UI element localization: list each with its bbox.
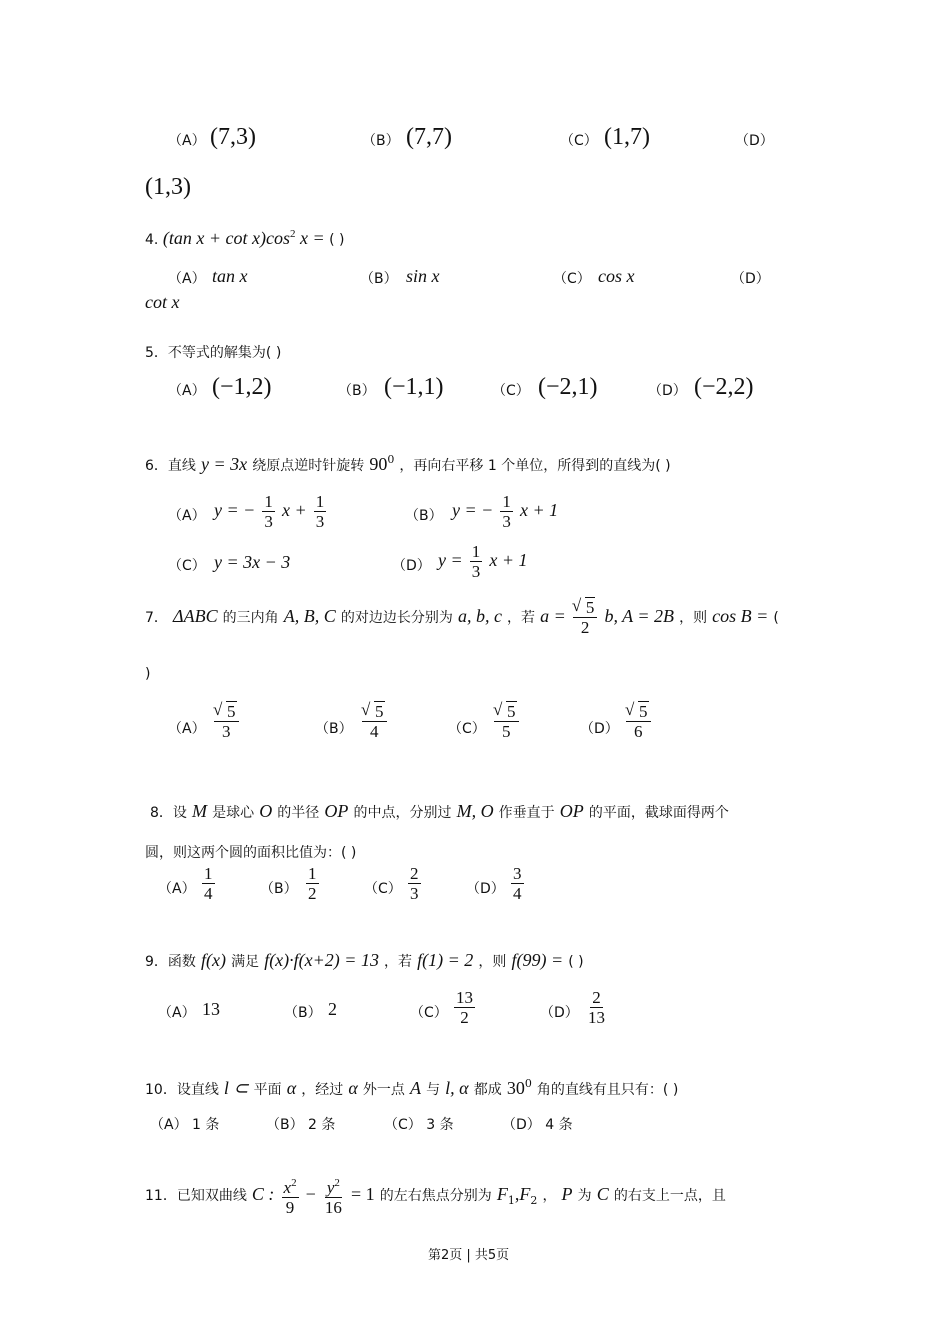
q8-option-c-value [406,864,423,903]
q9-d-den: 13 [588,1008,605,1027]
q7-cond-prefix: a = [540,606,566,626]
q7-option-a-value [212,702,241,741]
q10-text-2: ，经过 [301,1082,344,1098]
q8-b-num: 1 [308,864,317,883]
q11-x-den: 9 [285,1198,295,1217]
q5-option-d-value: (−2,2) [694,374,754,400]
q5-stem: 5．不等式的解集为( ) [145,345,282,361]
q11-F-second: F [519,1184,531,1204]
q5-option-b-label: （B） [338,383,376,399]
q7-angles: A, B, C [283,606,336,626]
q6-a-prefix: y = − [214,500,256,520]
q7-number: 7． [145,610,168,626]
q8-text-4: 作垂直于 [498,805,555,821]
q7-text-1: 的三内角 [222,610,279,626]
q8-option-c-label: （C） [364,881,402,897]
q6-text-1: 绕原点逆时针旋转 [252,458,365,474]
q7-cond-radicand: 5 [585,598,595,617]
q10-option-a: （A） 1 条 [150,1117,220,1133]
q4-option-d-value: cot x [145,292,180,312]
q11-y-exp: 2 [334,1177,340,1189]
q7-option-c-label: （C） [448,721,486,737]
q7-b-radicand: 5 [375,702,384,721]
q10-stem [145,1077,678,1099]
q7-a-radicand: 5 [227,702,236,721]
q6-option-d-label: （D） [392,558,431,574]
q6-angle: 90 [369,454,388,474]
q9-blank: ( ) [568,954,584,970]
q3-option-b-label: （B） [362,133,400,149]
q8-text-3: 的中点，分别过 [353,805,452,821]
q11-y-den: 16 [324,1198,342,1217]
q4-number: 4. [145,232,159,248]
q9-option-a-value: 13 [202,999,220,1019]
q7-text-2: 的对边边长分别为 [340,610,453,626]
q7-b-den: 4 [370,722,379,741]
q11-x: x [283,1178,292,1197]
q6-d-fraction [470,542,483,581]
q8-O: O [259,801,273,821]
q11-F: F [496,1184,508,1204]
q11-P: P [561,1184,573,1204]
q11-text-4: 的右支上一点，且 [613,1188,726,1204]
q7-option-b-label: （B） [315,721,353,737]
q10-alpha-2: α [348,1078,358,1098]
q9-c-num: 13 [456,988,473,1007]
q10-text-3: 外一点 [362,1082,405,1098]
q5-option-b-value: (−1,1) [384,374,444,400]
q9-option-d-value [584,988,609,1027]
q6-option-a-value [214,492,328,531]
q6-b-fraction [500,492,513,531]
q7-option-d-label: （D） [580,721,619,737]
q6-a-middle: x + [281,500,307,520]
q7-cond-suffix: b, A = 2B [604,606,674,626]
q6-text-2: ，再向右平移 1 个单位，所得到的直线为( ) [399,458,671,474]
q6-b-suffix: x + 1 [519,500,559,520]
q6-b-prefix: y = − [452,500,494,520]
page-footer: 第2页 | 共5页 [428,1248,510,1263]
q9-c-den: 2 [460,1008,469,1027]
q7-text-4: ，则 [679,610,708,626]
q10-text-4: 与 [426,1082,441,1098]
q7-ask: cos B = [712,606,769,626]
q11-fraction-y [323,1174,344,1217]
q8-text-1: 是球心 [212,805,255,821]
q4-expression: (tan x + cot x)cos [162,228,290,248]
q4-option-c-label: （C） [553,271,591,287]
q4-option-a-label: （A） [168,271,206,287]
q8-stem-line-1 [150,801,729,822]
q6-option-d-value [438,542,527,581]
q10-l-alpha: l, α [445,1078,469,1098]
q3-option-a-value: (7,3) [210,124,256,150]
q6-a-fraction-2 [314,492,327,531]
q4-option-b-value: sin x [406,266,440,286]
q11-x-exp: 2 [291,1177,297,1189]
q11-equals: = 1 [351,1184,375,1204]
q8-M: M [192,801,208,821]
q5-option-a-label: （A） [168,383,206,399]
q7-cond-fraction [573,598,598,637]
q5-option-a-value: (−1,2) [212,374,272,400]
q9-text-3: ，则 [478,954,507,970]
q6-a-den-2: 3 [315,512,325,531]
q11-F1: 1 [507,1194,515,1207]
q9-option-c-label: （C） [410,1005,448,1021]
q4-stem [145,228,344,249]
q8-option-b-label: （B） [260,881,298,897]
q9-equation: f(x)·f(x+2) = 13 [264,950,379,970]
q6-stem [145,453,671,475]
q7-sides: a, b, c [457,606,502,626]
q3-option-c-value: (1,7) [604,124,650,150]
q8-text-2: 的半径 [277,805,320,821]
q10-angle: 30 [506,1078,525,1098]
q7-d-radicand: 5 [639,702,648,721]
q4-expression-tail: x = [295,228,325,248]
q7-paren-open: ( [773,610,779,626]
q8-c-den: 3 [410,884,419,903]
q7-cond-radical [575,598,596,617]
q10-relation: l ⊂ [223,1078,249,1098]
q8-b-den: 2 [308,884,317,903]
q6-a-fraction-1 [262,492,275,531]
q7-c-radical [496,702,517,721]
q8-option-d-value [509,864,526,903]
q6-a-num-2: 1 [315,492,325,511]
q7-stem [145,598,779,637]
q8-c-num: 2 [410,864,419,883]
q9-text-2: ，若 [384,954,413,970]
q6-option-b-label: （B） [405,508,443,524]
q10-option-d: （D） 4 条 [502,1117,573,1133]
q11-fraction-x [282,1174,299,1217]
q9-condition: f(1) = 2 [417,950,474,970]
q10-point-A: A [409,1078,421,1098]
q8-a-den: 4 [204,884,213,903]
q11-text-1: 的左右焦点分别为 [379,1188,492,1204]
q9-option-b-value: 2 [328,999,337,1019]
q5-option-c-value: (−2,1) [538,374,598,400]
q10-number: 10．设直线 [145,1082,219,1098]
q8-number: 8．设 [150,805,187,821]
q9-number: 9．函数 [145,954,196,970]
q3-option-a-label: （A） [168,133,206,149]
q11-F2: 2 [530,1194,538,1207]
question-11: 11．已知双曲线 C : $\frac{x^2}{9}$ − $\frac{y^2}{16}$ = 1 的左右焦点分别为 $F_1,F_2$ ， P 为 C 的右支上一点，且 [145,1174,726,1217]
q6-b-num: 1 [502,492,511,511]
q4-option-c-value: cos x [598,266,635,286]
q6-d-num: 1 [471,542,481,561]
q6-angle-degree: 0 [387,453,395,466]
q7-option-b-value [360,702,389,741]
q7-option-d-value [624,702,653,741]
q7-d-den: 6 [634,722,643,741]
q7-a-den: 3 [222,722,231,741]
q3-option-b-value: (7,7) [406,124,452,150]
q9-d-num: 2 [592,988,601,1007]
q8-text-5: 的平面，截球面得两个 [588,805,729,821]
q4-option-a-value: tan x [212,266,248,286]
q11-text-3: 为 [577,1188,592,1204]
q6-option-a-label: （A） [168,508,206,524]
q7-cond-den: 2 [580,618,590,637]
q8-OP-2: OP [559,801,584,821]
q11-C: C [596,1184,609,1204]
q6-d-suffix: x + 1 [489,550,528,570]
q7-d-radical [628,702,649,721]
q9-function: f(x) [201,950,226,970]
q11-text-2: ， [542,1188,557,1204]
q7-a-radical [216,702,237,721]
q11-curve-name: C : [251,1184,275,1204]
q3-option-d-value: (1,3) [145,174,191,200]
q10-alpha: α [286,1078,297,1098]
q4-exponent: 2 [289,228,296,240]
q10-text-6: 角的直线有且只有：( ) [536,1082,679,1098]
q9-ask: f(99) = [511,950,564,970]
q8-OP: OP [324,801,349,821]
q4-option-b-label: （B） [360,271,398,287]
q6-a-den-1: 3 [264,512,273,531]
q7-b-radical [364,702,385,721]
q11-y: y [326,1178,335,1197]
q8-option-a-label: （A） [158,881,196,897]
q6-a-num-1: 1 [264,492,273,511]
q8-option-b-value [304,864,321,903]
q8-d-den: 4 [513,884,522,903]
q5-option-c-label: （C） [492,383,530,399]
q10-angle-degree: 0 [524,1077,532,1090]
q10-option-c: （C） 3 条 [384,1117,454,1133]
q6-line-equation: y = 3x [201,454,248,474]
q5-option-d-label: （D） [648,383,687,399]
q6-d-den: 3 [471,562,481,581]
q3-option-d-label: （D） [735,133,774,149]
q10-text-5: 都成 [473,1082,502,1098]
q8-option-d-label: （D） [466,881,505,897]
q4-blank: ( ) [329,232,345,248]
q7-c-radicand: 5 [507,702,516,721]
q8-stem-line-2: 圆，则这两个圆的面积比值为：( ) [145,845,357,861]
q9-option-b-label: （B） [284,1005,322,1021]
q9-option-a-label: （A） [158,1005,196,1021]
q8-a-num: 1 [204,864,213,883]
q7-c-den: 5 [502,722,511,741]
q6-b-den: 3 [502,512,511,531]
q10-option-b: （B） 2 条 [266,1117,336,1133]
q6-d-prefix: y = [438,550,463,570]
q10-text-1: 平面 [253,1082,282,1098]
q7-text-3: ，若 [507,610,536,626]
q8-option-a-value [200,864,217,903]
q9-stem [145,950,584,971]
q6-option-c-value: y = 3x − 3 [214,552,291,572]
q9-option-d-label: （D） [540,1005,579,1021]
q8-d-num: 3 [513,864,522,883]
q7-option-a-label: （A） [168,721,206,737]
q7-option-c-value [492,702,521,741]
q7-triangle: ΔABC [173,606,218,626]
q6-option-b-value [452,492,558,531]
q9-option-c-value [452,988,477,1027]
q3-option-c-label: （C） [560,133,598,149]
q8-MO: M, O [456,801,494,821]
q6-option-c-label: （C） [168,558,206,574]
q11-number: 11．已知双曲线 [145,1188,247,1204]
q4-option-d-label: （D） [731,271,770,287]
q9-text-1: 满足 [231,954,260,970]
q6-number: 6．直线 [145,458,196,474]
q7-paren-close: ) [145,666,151,682]
